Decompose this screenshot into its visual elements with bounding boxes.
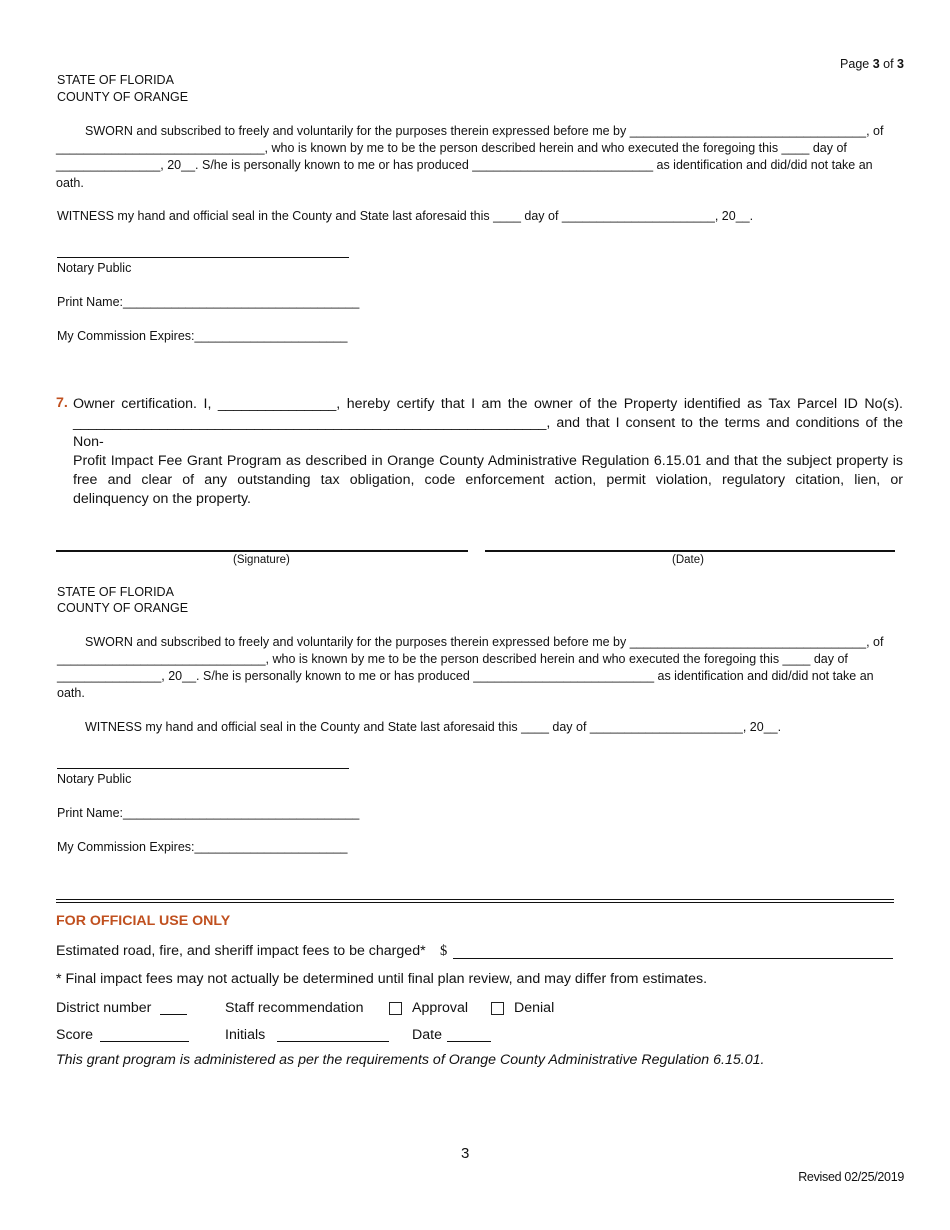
section-number-7: 7. <box>56 395 68 411</box>
sworn-line-1c: _______________, 20__. S/he is personally known to me or has produced __________________________ as identification and did/did not take an <box>56 158 873 172</box>
certification-line-3: Profit Impact Fee Grant Program as described in Orange County Administrative Regulation 6.15.01 and that the subject property is <box>73 453 903 469</box>
page-label-prefix: Page <box>840 57 873 71</box>
page-total: 3 <box>897 57 904 71</box>
page-indicator <box>840 57 904 71</box>
dollar-sign: $ <box>440 943 448 959</box>
witness-line-2: WITNESS my hand and official seal in the County and State last aforesaid this ____ day of ______________________, 20__. <box>85 720 782 734</box>
impact-fees-label: Estimated road, fire, and sheriff impact fees to be charged* <box>56 943 426 959</box>
score-field[interactable] <box>100 1041 189 1042</box>
page-current: 3 <box>872 57 880 71</box>
regulation-note: This grant program is administered as per the requirements of Orange County Administrative Regulation 6.15.01. <box>56 1052 765 1068</box>
print-name-field-1[interactable]: Print Name:__________________________________ <box>57 295 360 309</box>
sworn-line-1d: oath. <box>56 176 84 190</box>
initials-label: Initials <box>225 1027 266 1043</box>
district-number-field[interactable] <box>160 1014 187 1015</box>
state-label-2: STATE OF FLORIDA <box>57 585 174 599</box>
notary-public-label-2: Notary Public <box>57 772 132 786</box>
certification-line-1: Owner certification. I, _______________, hereby certify that I am the owner of the Property identified as Tax Parcel ID No(s). <box>73 396 903 412</box>
sworn-line-1a: SWORN and subscribed to freely and voluntarily for the purposes therein expressed before me by __________________________________, of <box>85 124 884 138</box>
certification-line-5: delinquency on the property. <box>73 491 251 507</box>
print-name-field-2[interactable]: Print Name:__________________________________ <box>57 806 360 820</box>
sworn-line-2b: ______________________________, who is known by me to be the person described herein and who executed the foregoing this ____ day of <box>57 652 848 666</box>
page-of: of <box>879 57 898 71</box>
initials-field[interactable] <box>277 1041 389 1042</box>
denial-checkbox[interactable] <box>491 1002 504 1015</box>
sworn-line-2c: _______________, 20__. S/he is personally known to me or has produced __________________________ as identification and did/did not take an <box>57 669 874 683</box>
notary-signature-line-2[interactable] <box>57 768 349 769</box>
commission-expires-field-2[interactable]: My Commission Expires:______________________ <box>57 840 348 854</box>
estimate-footnote: * Final impact fees may not actually be determined until final plan review, and may differ from estimates. <box>56 971 708 987</box>
denial-label: Denial <box>514 1000 555 1016</box>
commission-expires-field-1[interactable]: My Commission Expires:______________________ <box>57 329 348 343</box>
sworn-line-2d: oath. <box>57 686 85 700</box>
sworn-line-1b: ______________________________, who is known by me to be the person described herein and who executed the foregoing this ____ day of <box>56 141 847 155</box>
sworn-line-2a: SWORN and subscribed to freely and voluntarily for the purposes therein expressed before me by __________________________________, of <box>85 635 884 649</box>
certification-line-2: ____________________________________________________________, and that I consent to the terms and conditions of the Non- <box>73 415 903 450</box>
district-number-label: District number <box>56 1000 152 1016</box>
certification-line-4: free and clear of any outstanding tax obligation, code enforcement action, permit violation, regulatory citation, lien, or <box>73 472 903 488</box>
county-label-2: COUNTY OF ORANGE <box>57 601 189 615</box>
county-label-1: COUNTY OF ORANGE <box>57 90 189 104</box>
page-number: 3 <box>461 1145 470 1162</box>
state-label-1: STATE OF FLORIDA <box>57 73 174 87</box>
notary-public-label-1: Notary Public <box>57 261 132 275</box>
official-date-label: Date <box>412 1027 442 1043</box>
revised-date: Revised 02/25/2019 <box>798 1170 904 1184</box>
approval-checkbox[interactable] <box>389 1002 402 1015</box>
owner-certification-text <box>73 395 903 509</box>
witness-line-1: WITNESS my hand and official seal in the County and State last aforesaid this ____ day of ______________________, 20__. <box>57 209 754 223</box>
approval-label: Approval <box>412 1000 468 1016</box>
signature-line[interactable] <box>56 550 468 552</box>
date-line[interactable] <box>485 550 895 552</box>
signature-label: (Signature) <box>233 554 290 566</box>
staff-recommendation-label: Staff recommendation <box>225 1000 364 1016</box>
official-date-field[interactable] <box>447 1041 491 1042</box>
date-label: (Date) <box>672 554 704 566</box>
official-use-divider <box>56 899 894 903</box>
notary-signature-line-1[interactable] <box>57 257 349 258</box>
impact-fees-field[interactable] <box>453 958 893 959</box>
score-label: Score <box>56 1027 94 1043</box>
official-use-heading: FOR OFFICIAL USE ONLY <box>56 913 231 929</box>
